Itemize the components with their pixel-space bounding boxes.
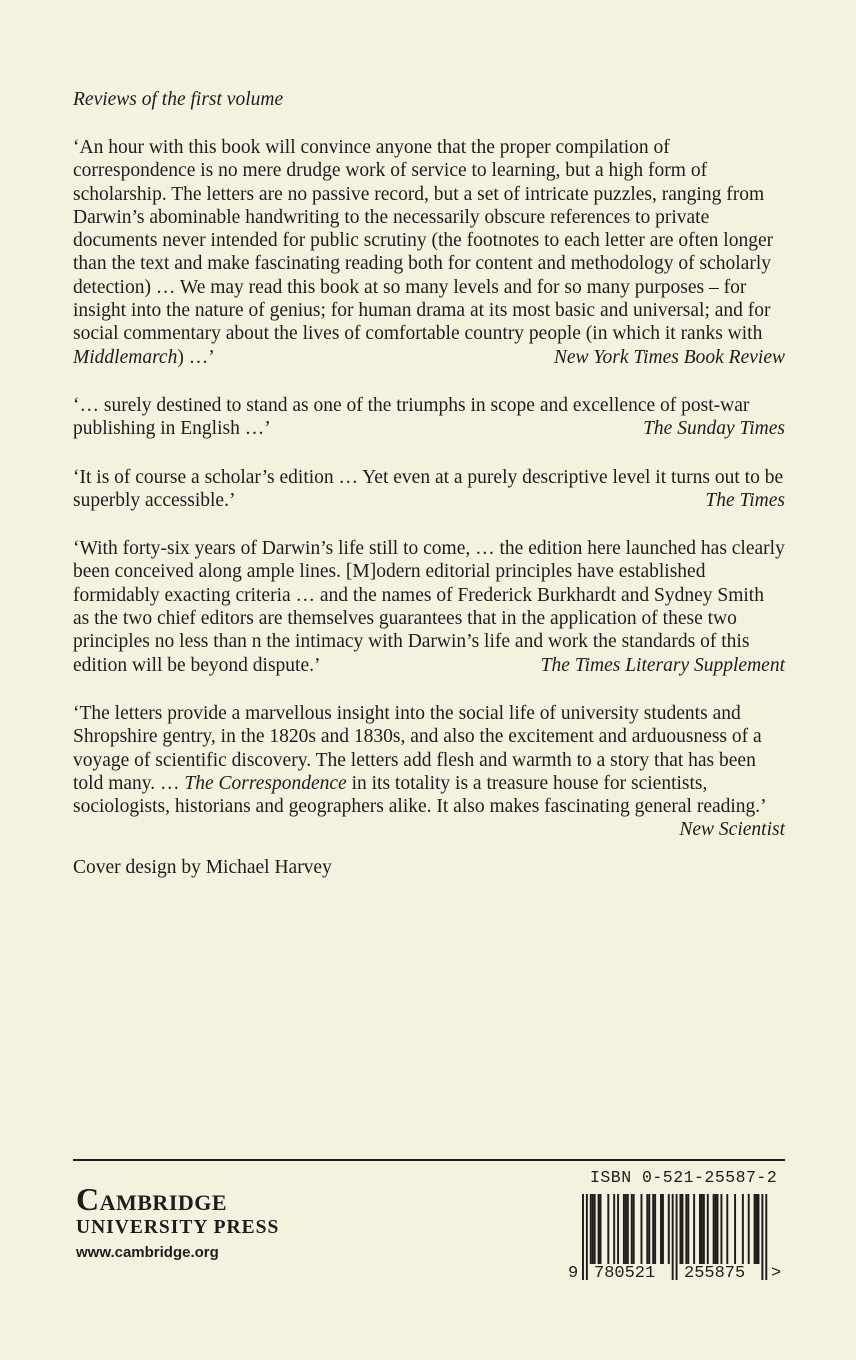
barcode-bar xyxy=(600,1194,602,1264)
barcode-bar xyxy=(598,1194,600,1264)
publisher-logo xyxy=(76,1182,279,1263)
review-tls xyxy=(73,537,785,677)
review-source: New Scientist xyxy=(679,819,785,841)
barcode-bar xyxy=(590,1194,592,1264)
barcode-digits-left: 780521 xyxy=(594,1264,656,1283)
barcode xyxy=(568,1192,783,1288)
barcode-bar xyxy=(726,1194,728,1264)
review-italic-title: The Correspondence xyxy=(184,772,347,794)
isbn-label: ISBN 0-521-25587-2 xyxy=(590,1168,778,1187)
publisher-name: Cambridge xyxy=(76,1181,228,1217)
back-cover-text xyxy=(73,88,785,880)
review-text: ‘With forty-six years of Darwin’s life still to come, … the edition here launched has clearly been conceived along ample lines. [M]odern editorial principles have established formidably exacting criteria … and the names of Frederick Burkhardt and Sydney Smith as the two chief editors are themselves guarantees that in the application of these two principles no less than n the intimacy with Darwin’s life and work the standards of this edition will be beyond dispute.’ xyxy=(73,538,785,676)
reviews-heading: Reviews of the first volume xyxy=(73,89,284,110)
barcode-bar xyxy=(652,1194,654,1264)
barcode-bar xyxy=(748,1194,750,1264)
barcode-bar xyxy=(668,1194,670,1264)
barcode-bar xyxy=(720,1194,722,1264)
review-text: ‘… surely destined to stand as one of the triumphs in scope and excellence of post-war publishing in English …’ xyxy=(73,394,750,440)
review-text: ‘It is of course a scholar’s edition … Yet even at a purely descriptive level it turns out to be superbly accessible.’ xyxy=(73,466,784,511)
barcode-bar xyxy=(680,1194,682,1264)
barcode-bar xyxy=(693,1194,695,1264)
review-nytbr xyxy=(73,136,785,369)
barcode-bar xyxy=(676,1194,678,1280)
barcode-bar xyxy=(660,1194,662,1264)
cover-credit: Cover design by Michael Harvey xyxy=(73,857,332,879)
barcode-bar xyxy=(761,1194,763,1280)
barcode-bar xyxy=(715,1194,717,1264)
review-source: The Times Literary Supplement xyxy=(540,654,785,676)
review-times xyxy=(73,466,785,513)
barcode-bar xyxy=(685,1194,687,1264)
barcode-digits-right: 255875 xyxy=(684,1264,746,1283)
publisher-url: www.cambridge.org xyxy=(76,1244,219,1261)
review-source: New York Times Book Review xyxy=(553,346,785,368)
barcode-bar xyxy=(681,1194,683,1264)
barcode-bar xyxy=(607,1194,609,1264)
review-sunday-times xyxy=(73,394,785,441)
barcode-bar xyxy=(758,1194,760,1264)
barcode-bar xyxy=(756,1194,758,1264)
barcode-bar xyxy=(662,1194,664,1264)
barcode-bar xyxy=(594,1194,596,1264)
barcode-bar xyxy=(617,1194,619,1264)
publisher-subtitle: UNIVERSITY PRESS xyxy=(76,1217,280,1238)
barcode-bar xyxy=(707,1194,709,1264)
barcode-bar xyxy=(582,1194,584,1280)
review-new-scientist xyxy=(73,702,785,841)
barcode-bar xyxy=(703,1194,705,1264)
barcode-bar xyxy=(701,1194,703,1264)
barcode-bar xyxy=(742,1194,744,1264)
review-text: in its totality is a treasure house for scientists, sociologists, historians and geographers alike. It also makes fascinating general reading.’ xyxy=(73,772,767,818)
barcode-bar xyxy=(717,1194,719,1264)
barcode-bar xyxy=(754,1194,756,1264)
barcode-bar xyxy=(687,1194,689,1264)
review-italic-title: Middlemarch xyxy=(73,346,178,368)
review-source: The Sunday Times xyxy=(643,418,785,440)
footer-divider xyxy=(73,1159,785,1161)
barcode-bar xyxy=(672,1194,674,1280)
barcode-bar xyxy=(613,1194,615,1264)
barcode-bar xyxy=(592,1194,594,1264)
review-text: ‘The letters provide a marvellous insight into the social life of university students and Shropshire gentry, in the 1820s and 1830s, and also the excitement and arduousness of a voyage of scientific discovery. The letters add flesh and warmth to a story that has been told many. … xyxy=(73,702,762,794)
review-text: ) …’ xyxy=(177,346,215,368)
barcode-bar xyxy=(631,1194,633,1264)
barcode-bar xyxy=(734,1194,736,1264)
barcode-bar xyxy=(713,1194,715,1264)
review-source: The Times xyxy=(705,489,785,511)
isbn-block xyxy=(568,1168,783,1288)
barcode-bar xyxy=(633,1194,635,1264)
review-text: ‘An hour with this book will convince anyone that the proper compilation of correspondence is no mere drudge work of service to learning, but a high form of scholarship. The letters are no passive record, but a set of intricate puzzles, ranging from Darwin’s abominable handwriting to the necessarily obscure references to private documents never intended for public scrutiny (the footnotes to each letter are often longer than the text and make fascinating reading both for content and methodology of scholarly detection) … We may read this book at so many levels and for so many purposes – for insight into the nature of genius; for human drama at its most basic and universal; and for social commentary about the lives of comfortable country people (in which it ranks with xyxy=(73,137,774,345)
barcode-bar xyxy=(648,1194,650,1264)
barcode-bar xyxy=(765,1194,767,1280)
barcode-bar xyxy=(627,1194,629,1264)
barcode-quiet-mark: > xyxy=(771,1264,782,1283)
barcode-bar xyxy=(586,1194,588,1280)
barcode-bar xyxy=(699,1194,701,1264)
barcode-bar xyxy=(641,1194,643,1264)
barcode-lead-digit: 9 xyxy=(568,1264,579,1283)
barcode-bar xyxy=(654,1194,656,1264)
barcode-bar xyxy=(625,1194,627,1264)
barcode-bar xyxy=(646,1194,648,1264)
barcode-bar xyxy=(623,1194,625,1264)
